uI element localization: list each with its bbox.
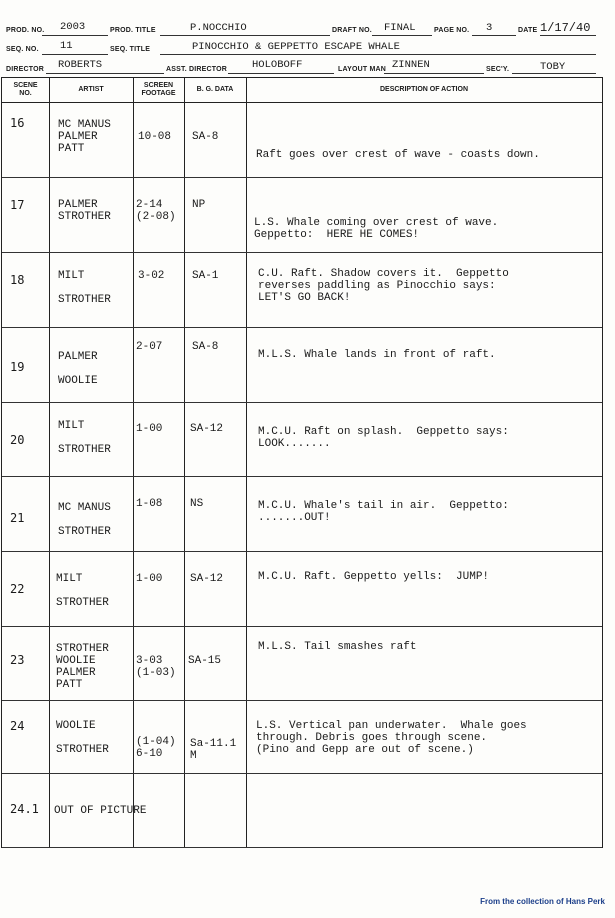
director-value: ROBERTS (58, 59, 103, 71)
draft-no-value: FINAL (384, 22, 416, 34)
col-header-description: DESCRIPTION OF ACTION (379, 86, 469, 93)
bg-data: SA-15 (188, 655, 222, 667)
action-description: L.S. Vertical pan underwater. Whale goes through. Debris goes through scene. (Pino and Gepp are out of scene.) (256, 720, 527, 756)
action-description: M.C.U. Raft. Geppetto yells: JUMP! (258, 571, 490, 583)
table-row (2, 476, 602, 552)
table-row (2, 103, 602, 178)
col-header-artist: ARTIST (78, 86, 104, 93)
artist-names: MC MANUS PALMER PATT (58, 119, 111, 155)
director-label: DIRECTOR (6, 66, 45, 73)
scene-number: 20 (10, 433, 25, 447)
page-no-value: 3 (486, 22, 493, 34)
action-description: M.C.U. Whale's tail in air. Geppetto: .......OUT! (258, 500, 509, 524)
scene-number: 19 (10, 360, 25, 374)
scene-number: 23 (10, 653, 25, 667)
artist-names: MILT STROTHER (56, 573, 109, 609)
layout-man-value: ZINNEN (392, 59, 430, 71)
bg-data: SA-12 (190, 423, 224, 435)
screen-footage: 1-00 (136, 423, 163, 435)
seq-no-label: SEQ. NO. (6, 46, 39, 53)
table-row (2, 177, 602, 253)
artist-names: MILT STROTHER (58, 270, 111, 306)
scene-number: 16 (10, 116, 25, 130)
table-row (2, 327, 602, 403)
scene-number: 21 (10, 511, 25, 525)
artist-names: OUT OF PICTURE (54, 805, 147, 817)
table-row (2, 700, 602, 774)
page-no-label: PAGE NO. (434, 27, 470, 34)
screen-footage: 10-08 (138, 131, 172, 143)
artist-names: MC MANUS STROTHER (58, 502, 111, 538)
screen-footage: 3-02 (138, 270, 165, 282)
scene-number: 17 (10, 198, 25, 212)
date-value: 1/17/40 (540, 21, 591, 35)
collection-credit: From the collection of Hans Perk (480, 897, 605, 906)
col-header-bg-data: B. G. DATA (196, 86, 234, 93)
prod-no-label: PROD. NO. (6, 27, 45, 34)
table-row (2, 773, 602, 848)
prod-title-value: P.NOCCHIO (190, 22, 247, 34)
screen-footage: 2-07 (136, 341, 163, 353)
table-row (2, 402, 602, 477)
scene-number: 18 (10, 273, 25, 287)
secy-value: TOBY (540, 61, 566, 73)
action-description: M.L.S. Tail smashes raft (258, 641, 417, 653)
scene-table (1, 77, 603, 848)
action-description: M.L.S. Whale lands in front of raft. (258, 349, 496, 361)
date-label: DATE (518, 27, 538, 34)
col-header-scene-no: SCENE NO. (13, 82, 38, 97)
screen-footage: 1-00 (136, 573, 163, 585)
artist-names: PALMER WOOLIE (58, 351, 98, 387)
bg-data: SA-1 (192, 270, 219, 282)
draft-no-label: DRAFT NO. (332, 27, 372, 34)
table-row (2, 252, 602, 328)
table-row (2, 626, 602, 701)
table-row (2, 551, 602, 627)
seq-title-value: PINOCCHIO & GEPPETTO ESCAPE WHALE (192, 41, 400, 53)
screen-footage: (1-04) 6-10 (136, 736, 176, 760)
bg-data: SA-8 (192, 341, 219, 353)
asst-director-value: HOLOBOFF (252, 59, 303, 71)
action-description: M.C.U. Raft on splash. Geppetto says: LOOK....... (258, 426, 509, 450)
prod-title-label: PROD. TITLE (110, 27, 156, 34)
bg-data: NS (190, 498, 204, 510)
seq-no-value: 11 (60, 40, 73, 52)
artist-names: WOOLIE STROTHER (56, 720, 109, 756)
scene-number: 22 (10, 582, 25, 596)
col-header-screen-footage: SCREEN FOOTAGE (141, 82, 176, 97)
screen-footage: 2-14 (2-08) (136, 199, 176, 223)
bg-data: SA-12 (190, 573, 224, 585)
screen-footage: 3-03 (1-03) (136, 655, 176, 679)
action-description: Raft goes over crest of wave - coasts down. (256, 149, 540, 161)
action-description: L.S. Whale coming over crest of wave. Geppetto: HERE HE COMES! (254, 217, 499, 241)
scene-number: 24 (10, 719, 25, 733)
action-description: C.U. Raft. Shadow covers it. Geppetto reverses paddling as Pinocchio says: LET'S GO BACK! (258, 268, 509, 304)
bg-data: NP (192, 199, 206, 211)
artist-names: PALMER STROTHER (58, 199, 111, 223)
bg-data: Sa-11.1 M (190, 738, 237, 762)
prod-no-value: 2003 (60, 21, 86, 33)
seq-title-label: SEQ. TITLE (110, 46, 151, 53)
asst-director-label: ASST. DIRECTOR (166, 66, 228, 73)
scene-number: 24.1 (10, 802, 39, 816)
artist-names: STROTHER WOOLIE PALMER PATT (56, 643, 109, 691)
layout-man-label: LAYOUT MAN (338, 66, 387, 73)
artist-names: MILT STROTHER (58, 420, 111, 456)
secy-label: SEC'Y. (486, 66, 510, 73)
bg-data: SA-8 (192, 131, 219, 143)
screen-footage: 1-08 (136, 498, 163, 510)
